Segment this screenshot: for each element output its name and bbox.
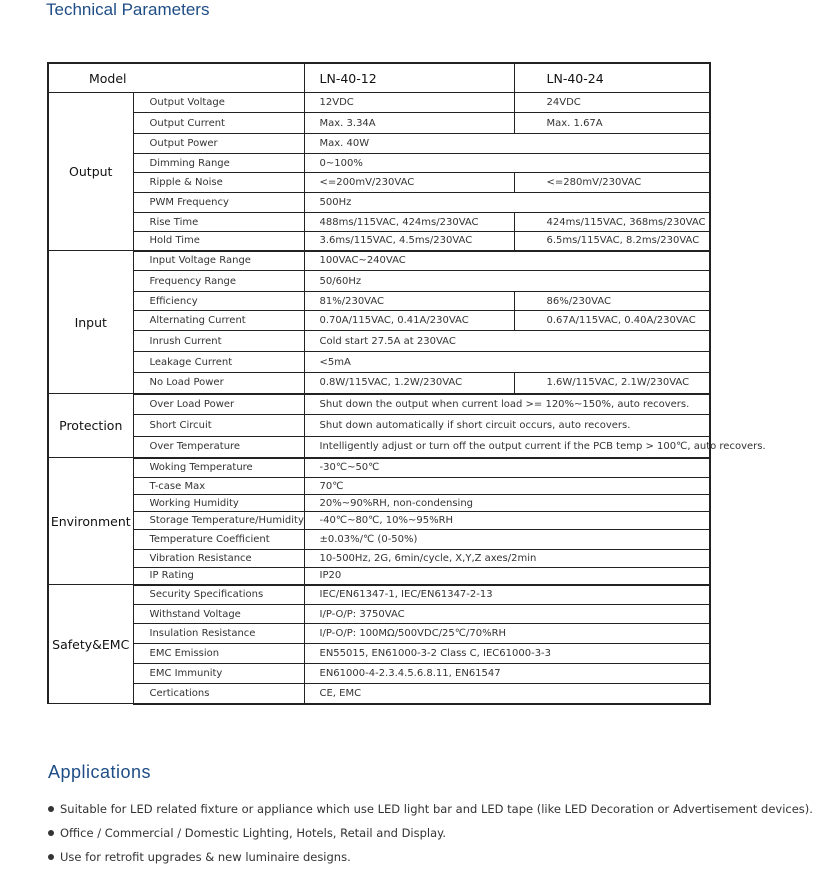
parameter-name: Leakage Current (133, 352, 304, 373)
table-row (48, 605, 710, 624)
value-ln-40-12: 12VDC (304, 93, 514, 113)
table-row (48, 550, 710, 568)
table-row (48, 251, 710, 271)
value-ln-40-24: 0.67A/115VAC, 0.40A/230VAC (514, 311, 710, 331)
table-row (48, 173, 710, 193)
table-row (48, 495, 710, 512)
table-row (48, 585, 710, 605)
model-col1-header: LN-40-12 (304, 63, 514, 93)
parameter-name: PWM Frequency (133, 193, 304, 213)
application-item (48, 847, 813, 871)
table-row (48, 352, 710, 373)
value-ln-40-12: I/P-O/P: 3750VAC (304, 605, 710, 624)
value-ln-40-24: <=280mV/230VAC (514, 173, 710, 193)
value-ln-40-12: Intelligently adjust or turn off the output current if the PCB temp > 100℃, auto recovers. (304, 437, 710, 458)
section-label: Environment (48, 458, 133, 585)
table-row (48, 311, 710, 331)
value-ln-40-12: -40℃~80℃, 10%~95%RH (304, 512, 710, 530)
parameter-name: IP Rating (133, 568, 304, 585)
value-ln-40-12: EN55015, EN61000-3-2 Class C, IEC61000-3-3 (304, 644, 710, 664)
section-label: Output (48, 93, 133, 251)
value-ln-40-12: Max. 3.34A (304, 113, 514, 134)
table-row (48, 415, 710, 437)
value-ln-40-12: EN61000-4-2.3.4.5.6.8.11, EN61547 (304, 664, 710, 684)
value-ln-40-12: 0.70A/115VAC, 0.41A/230VAC (304, 311, 514, 331)
model-col2-header: LN-40-24 (514, 63, 710, 93)
value-ln-40-12: Shut down automatically if short circuit occurs, auto recovers. (304, 415, 710, 437)
table-row (48, 664, 710, 684)
table-row (48, 394, 710, 415)
parameter-name: Storage Temperature/Humidity (133, 512, 304, 530)
application-text: Use for retrofit upgrades & new luminaire designs. (60, 850, 351, 864)
parameter-name: Alternating Current (133, 311, 304, 331)
value-ln-40-12: 100VAC~240VAC (304, 251, 710, 271)
value-ln-40-12: IP20 (304, 568, 710, 585)
section-label: Protection (48, 394, 133, 458)
parameter-name: Inrush Current (133, 331, 304, 352)
parameter-name: Woking Temperature (133, 458, 304, 478)
table-row (48, 530, 710, 550)
table-row (48, 568, 710, 585)
value-ln-40-12: -30℃~50℃ (304, 458, 710, 478)
parameter-name: Certications (133, 684, 304, 704)
value-ln-40-12: Shut down the output when current load >= 120%~150%, auto recovers. (304, 394, 710, 415)
parameter-name: Output Current (133, 113, 304, 134)
table-row (48, 271, 710, 292)
parameter-name: Insulation Resistance (133, 624, 304, 644)
table-row (48, 232, 710, 251)
value-ln-40-12: CE, EMC (304, 684, 710, 704)
value-ln-40-24: 24VDC (514, 93, 710, 113)
application-item (48, 799, 813, 823)
parameter-name: Input Voltage Range (133, 251, 304, 271)
table-row (48, 684, 710, 704)
section-label: Safety&EMC (48, 585, 133, 704)
table-row (48, 113, 710, 134)
table-row (48, 292, 710, 311)
parameter-name: T-case Max (133, 478, 304, 495)
parameter-name: EMC Immunity (133, 664, 304, 684)
table-row (48, 134, 710, 154)
table-row (48, 213, 710, 232)
value-ln-40-12: 0.8W/115VAC, 1.2W/230VAC (304, 373, 514, 394)
value-ln-40-24: 86%/230VAC (514, 292, 710, 311)
model-header: Model (48, 63, 304, 93)
parameter-name: Withstand Voltage (133, 605, 304, 624)
value-ln-40-12: <=200mV/230VAC (304, 173, 514, 193)
parameter-name: Vibration Resistance (133, 550, 304, 568)
value-ln-40-12: Cold start 27.5A at 230VAC (304, 331, 710, 352)
parameter-name: Over Temperature (133, 437, 304, 458)
value-ln-40-12: 81%/230VAC (304, 292, 514, 311)
table-row (48, 437, 710, 458)
parameter-name: No Load Power (133, 373, 304, 394)
table-row (48, 154, 710, 173)
parameter-name: Hold Time (133, 232, 304, 251)
value-ln-40-24: 1.6W/115VAC, 2.1W/230VAC (514, 373, 710, 394)
table-row (48, 193, 710, 213)
table-row (48, 478, 710, 495)
parameter-name: Output Power (133, 134, 304, 154)
value-ln-40-24: 424ms/115VAC, 368ms/230VAC (514, 213, 710, 232)
technical-parameters-table (47, 62, 766, 705)
table-row (48, 624, 710, 644)
value-ln-40-12: 70℃ (304, 478, 710, 495)
table-row (48, 458, 710, 478)
parameter-name: EMC Emission (133, 644, 304, 664)
value-ln-40-12: IEC/EN61347-1, IEC/EN61347-2-13 (304, 585, 710, 605)
applications-list (48, 799, 813, 871)
table-row (48, 331, 710, 352)
value-ln-40-12: 50/60Hz (304, 271, 710, 292)
application-item (48, 823, 813, 847)
applications-title: Applications (48, 762, 152, 782)
value-ln-40-12: Max. 40W (304, 134, 710, 154)
value-ln-40-12: 500Hz (304, 193, 710, 213)
value-ln-40-24: Max. 1.67A (514, 113, 710, 134)
value-ln-40-12: 488ms/115VAC, 424ms/230VAC (304, 213, 514, 232)
parameter-name: Ripple & Noise (133, 173, 304, 193)
value-ln-40-24: 6.5ms/115VAC, 8.2ms/230VAC (514, 232, 710, 251)
application-text: Office / Commercial / Domestic Lighting, Hotels, Retail and Display. (60, 826, 446, 840)
parameter-name: Short Circuit (133, 415, 304, 437)
table-header-row (48, 63, 710, 93)
section-label: Input (48, 251, 133, 394)
parameter-name: Temperature Coefficient (133, 530, 304, 550)
table-row (48, 644, 710, 664)
table-row (48, 512, 710, 530)
value-ln-40-12: <5mA (304, 352, 710, 373)
parameter-name: Output Voltage (133, 93, 304, 113)
parameter-name: Over Load Power (133, 394, 304, 415)
bullet-icon (48, 854, 54, 860)
value-ln-40-12: ±0.03%/℃ (0-50%) (304, 530, 710, 550)
table-row (48, 373, 710, 394)
value-ln-40-12: 0~100% (304, 154, 710, 173)
parameter-name: Working Humidity (133, 495, 304, 512)
parameter-name: Dimming Range (133, 154, 304, 173)
bullet-icon (48, 830, 54, 836)
value-ln-40-12: 10-500Hz, 2G, 6min/cycle, X,Y,Z axes/2min (304, 550, 710, 568)
page-title: Technical Parameters (46, 0, 210, 19)
bullet-icon (48, 806, 54, 812)
parameter-name: Security Specifications (133, 585, 304, 605)
value-ln-40-12: I/P-O/P: 100MΩ/500VDC/25℃/70%RH (304, 624, 710, 644)
application-text: Suitable for LED related fixture or appliance which use LED light bar and LED tape (like LED Decoration or Advertisement devices). (60, 802, 813, 816)
parameter-name: Efficiency (133, 292, 304, 311)
value-ln-40-12: 3.6ms/115VAC, 4.5ms/230VAC (304, 232, 514, 251)
value-ln-40-12: 20%~90%RH, non-condensing (304, 495, 710, 512)
parameter-name: Frequency Range (133, 271, 304, 292)
table-row (48, 93, 710, 113)
parameter-name: Rise Time (133, 213, 304, 232)
